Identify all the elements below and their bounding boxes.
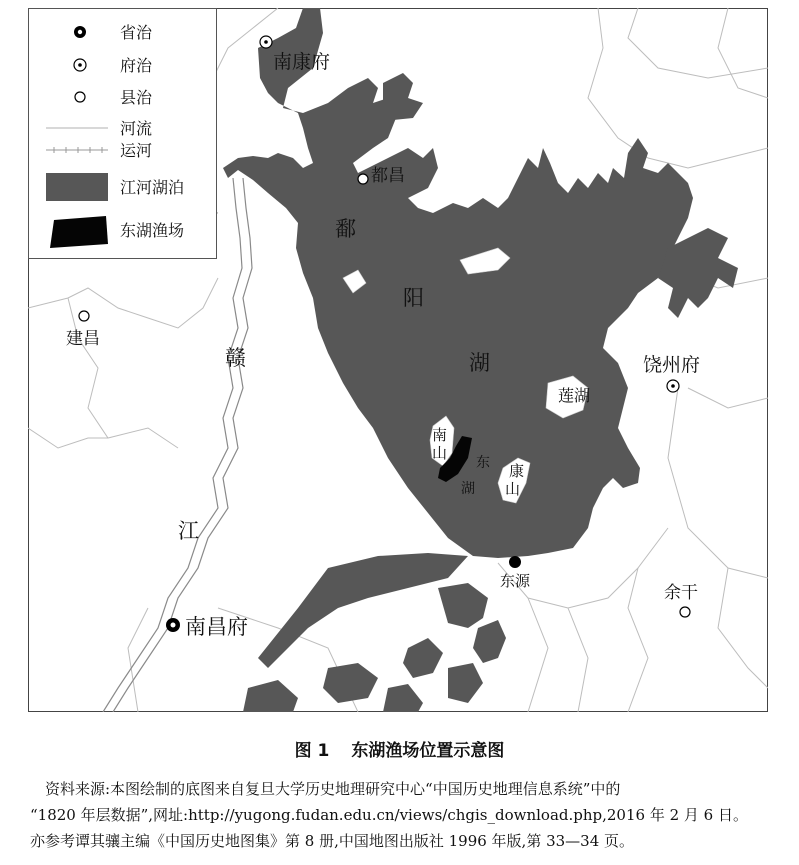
legend-label-river: 河流: [120, 119, 153, 138]
lake-char-1: 鄱: [335, 217, 356, 241]
source-note: [30, 776, 775, 854]
source-line-3: 亦参考谭其骧主编《中国历史地图集》第 8 册,中国地图出版社 1996 年版,第 33—34 页。: [30, 832, 635, 850]
place-jianchang: 建昌: [66, 329, 100, 349]
duchang-marker: [358, 174, 368, 184]
county-icon: [75, 92, 85, 102]
legend-label-canal: 运河: [120, 141, 153, 160]
legend-label-county: 县治: [120, 88, 153, 107]
water-swatch: [46, 173, 108, 201]
legend-label-provincial: 省治: [120, 23, 153, 42]
donghu-char-2: 湖: [461, 481, 475, 497]
raozhou-marker: [667, 380, 679, 392]
river-char-2: 江: [178, 519, 199, 543]
lake-char-2: 阳: [403, 286, 424, 310]
place-dongyuan: 东源: [500, 572, 531, 590]
nanshan-char-2: 山: [432, 444, 448, 462]
source-line-1: 资料来源:本图绘制的底图来自复旦大学历史地理研究中心“中国历史地理信息系统”中的: [45, 780, 621, 798]
place-nankang: 南康府: [273, 51, 331, 73]
figure-caption: [0, 736, 799, 761]
nankang-marker: [260, 36, 272, 48]
jianchang-marker: [79, 311, 89, 321]
nanshan-char-1: 南: [432, 426, 448, 444]
yugan-marker: [680, 607, 690, 617]
map-figure: [28, 8, 768, 712]
lianhu-label: 莲湖: [558, 386, 591, 405]
nanchang-marker: [166, 618, 180, 632]
figure-title: 东湖渔场位置示意图: [351, 741, 505, 761]
place-nanchang: 南昌府: [185, 615, 248, 639]
source-line-2: “1820 年层数据”,网址:http://yugong.fudan.edu.cn/views/chgis_download.php,2016 年 2 月 6 日。: [30, 806, 748, 824]
dongyuan-marker: [509, 556, 521, 568]
fishery-swatch: [50, 216, 108, 248]
figure-number: 图 1: [294, 741, 330, 761]
provincial-capital-icon-ring: [78, 30, 82, 34]
place-duchang: 都昌: [371, 166, 405, 186]
legend-label-water: 江河湖泊: [120, 178, 185, 197]
legend: [29, 9, 217, 259]
place-yugan: 余干: [664, 583, 698, 603]
lake-char-3: 湖: [469, 351, 490, 375]
kangshan-char-2: 山: [505, 480, 521, 498]
donghu-char-1: 东: [476, 455, 490, 471]
kangshan-char-1: 康: [509, 462, 525, 480]
legend-label-prefecture: 府治: [120, 56, 153, 75]
prefecture-icon-dot: [78, 63, 82, 67]
place-raozhou: 饶州府: [643, 354, 701, 376]
legend-label-fishery: 东湖渔场: [120, 221, 185, 240]
river-char-1: 赣: [225, 346, 246, 370]
